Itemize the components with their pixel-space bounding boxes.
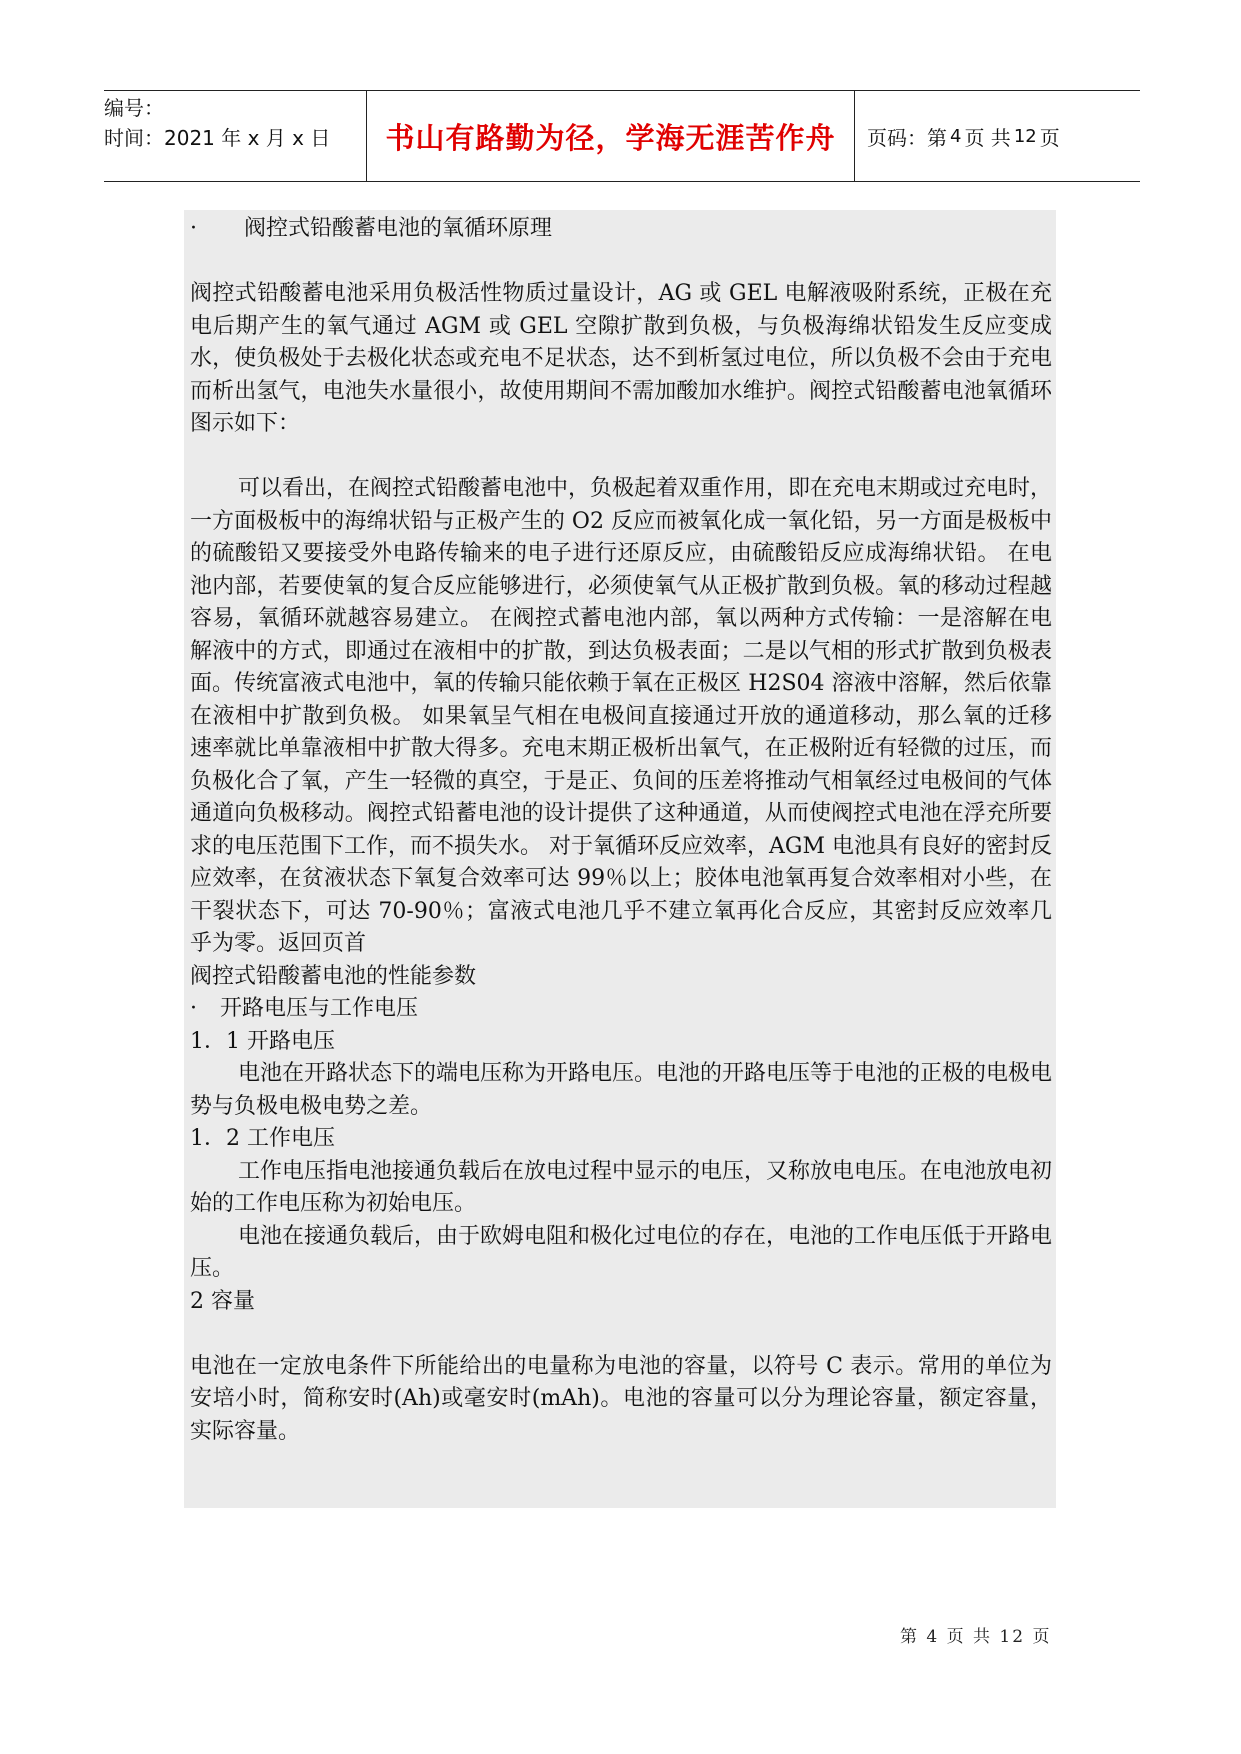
subheading-2-text-2: 电池在接通负载后，由于欧姆电阻和极化过电位的存在，电池的工作电压低于开路电压。	[190, 1223, 1053, 1281]
time-label: 时间：2021 年 x 月 x 日	[104, 126, 331, 150]
page-prefix: 页码：第	[867, 125, 947, 150]
spacer	[190, 1318, 1052, 1351]
paragraph-1: 阀控式铅酸蓄电池采用负极活性物质过量设计，AG 或 GEL 电解液吸附系统，正极在充电后期产生的氧气通过 AGM 或 GEL 空隙扩散到负极，与负极海绵状铅发生反应变成水，使负极处于去极化状态或充电不足状态，达不到析氢过电位，所以负极不会由于充电而析出氢气，电池失水量很小，故使用期间不需加酸加水维护。阀控式铅酸蓄电池氧循环图示如下：	[190, 281, 1052, 436]
item-heading	[190, 993, 1052, 1026]
subheading-3: 2 容量	[190, 1288, 255, 1314]
bullet-dot: ·	[190, 216, 197, 241]
page-mid: 页 共	[964, 125, 1011, 150]
document-body	[184, 210, 1056, 1508]
page-total: 12	[1013, 125, 1037, 147]
subheading-2: 1．2 工作电压	[190, 1126, 335, 1151]
page-header	[104, 90, 1140, 182]
spacer	[190, 441, 1052, 474]
header-motto: 书山有路勤为径，学海无涯苦作舟	[366, 91, 855, 181]
bullet-dot: ·	[190, 996, 197, 1021]
section-heading	[190, 213, 1052, 246]
header-page-number	[855, 91, 1140, 181]
subheading-2-text-1: 工作电压指电池接通负载后在放电过程中显示的电压，又称放电电压。在电池放电初始的工作电压称为初始电压。	[190, 1158, 1053, 1216]
paragraph-3: 电池在一定放电条件下所能给出的电量称为电池的容量，以符号 C 表示。常用的单位为安培小时，简称安时(Ah)或毫安时(mAh)。电池的容量可以分为理论容量，额定容量，实际容量。	[190, 1353, 1052, 1444]
header-left	[104, 91, 366, 181]
item-title: 开路电压与工作电压	[220, 996, 419, 1021]
spacer	[190, 246, 1052, 279]
subheading-1: 1．1 开路电压	[190, 1028, 335, 1054]
subheading-1-text: 电池在开路状态下的端电压称为开路电压。电池的开路电压等于电池的正极的电极电势与负极电极电势之差。	[190, 1061, 1053, 1119]
performance-title: 阀控式铅酸蓄电池的性能参数	[190, 963, 477, 989]
paragraph-2: 可以看出，在阀控式铅酸蓄电池中，负极起着双重作用，即在充电末期或过充电时，一方面极板中的海绵状铅与正极产生的 O2 反应而被氧化成一氧化铅，另一方面是极板中的硫酸铅又要接受外电路传输来的电子进行还原反应，由硫酸铅反应成海绵状铅。 在电池内部，若要使氧的复合反应能够进行，必须使氧气从正极扩散到负极。氧的移动过程越容易，氧循环就越容易建立。 在阀控式蓄电池内部，氧以两种方式传输：一是溶解在电解液中的方式，即通过在液相中的扩散，到达负极表面；二是以气相的形式扩散到负极表面。传统富液式电池中，氧的传输只能依赖于氧在正极区 H2S04 溶液中溶解，然后依靠在液相中扩散到负极。 如果氧呈气相在电极间直接通过开放的通道移动，那么氧的迁移速率就比单靠液相中扩散大得多。充电末期正极析出氧气，在正极附近有轻微的过压，而负极化合了氧，产生一轻微的真空，于是正、负间的压差将推动气相氧经过电极间的气体通道向负极移动。阀控式铅蓄电池的设计提供了这种通道，从而使阀控式电池在浮充所要求的电压范围下工作，而不损失水。 对于氧循环反应效率，AGM 电池具有良好的密封反应效率，在贫液状态下氧复合效率可达 99％以上；胶体电池氧再复合效率相对小些，在干裂状态下，可达 70-90％；富液式电池几乎不建立氧再化合反应，其密封反应效率几乎为零。返回页首	[190, 476, 1053, 956]
serial-label: 编号：	[104, 96, 164, 120]
section-title: 阀控式铅酸蓄电池的氧循环原理	[244, 216, 553, 241]
page-suffix: 页	[1039, 125, 1060, 150]
page-current: 4	[950, 125, 962, 147]
page-footer: 第 4 页 共 12 页	[900, 1627, 1052, 1647]
